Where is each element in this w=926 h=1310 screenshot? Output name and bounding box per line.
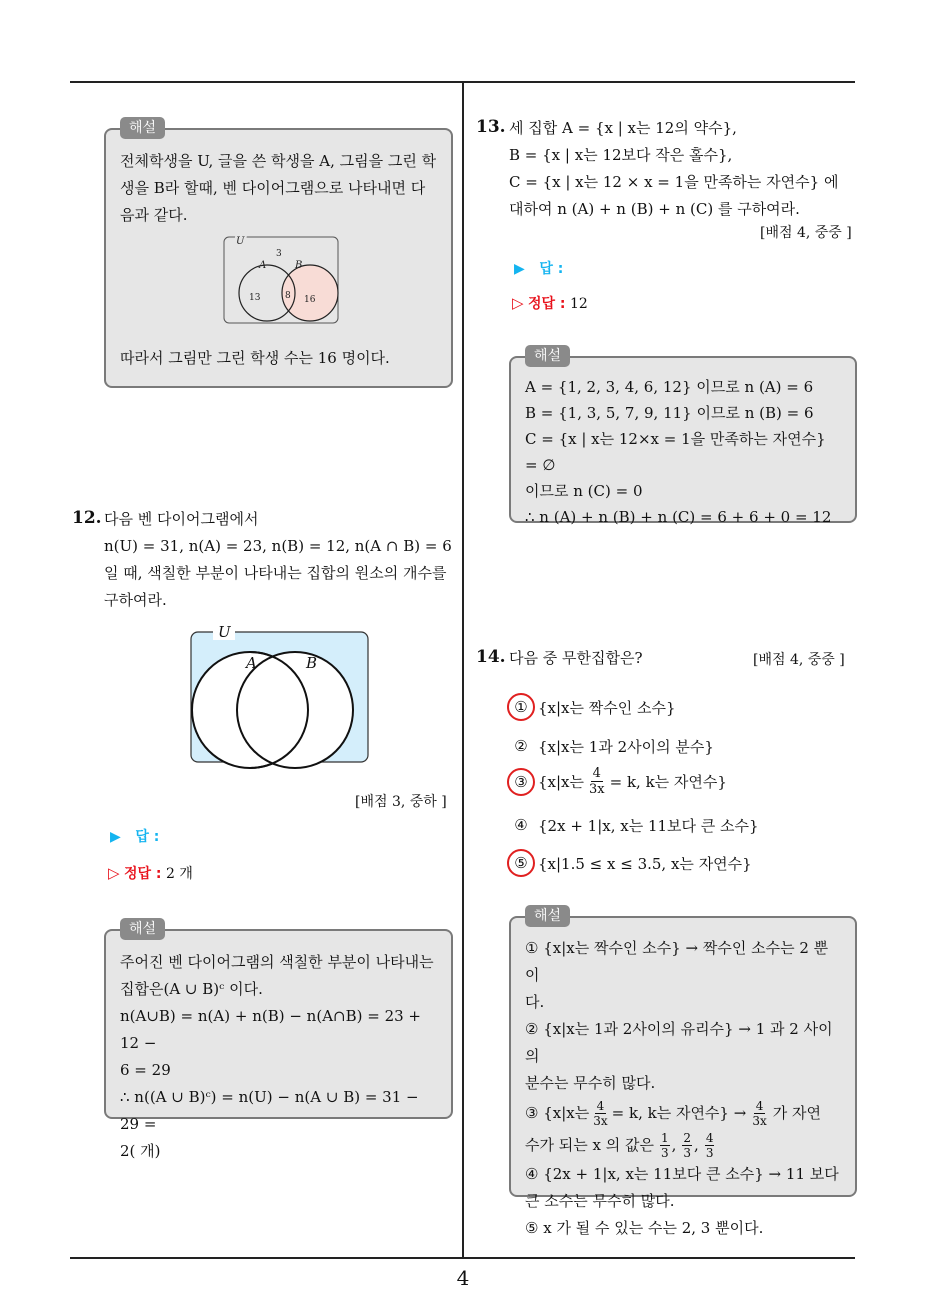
answer-label-text: 답 : [539, 261, 564, 277]
explanation-line: ② {x|x는 1과 2사이의 유리수} → 1 과 2 사이의 [525, 1020, 833, 1065]
q13-score: [배점 4, 중중 ] [760, 225, 852, 241]
choice-text-pre: {x|x는 [538, 773, 585, 791]
fraction-denominator: 3x [752, 1113, 767, 1128]
venn-label-b: B [306, 654, 318, 672]
fraction-numerator: 4 [705, 1130, 714, 1145]
venn-value-a-only: 13 [249, 293, 261, 303]
venn-label-a: A [246, 654, 257, 672]
explanation-line: 6 = 29 [120, 1061, 171, 1079]
fraction-numerator: 4 [592, 766, 601, 781]
choice-number: ③ [510, 771, 532, 793]
q11-explanation-box [104, 120, 453, 388]
explanation-line: n(A∪B) = n(A) + n(B) − n(A∩B) = 23 + 12 − [120, 1007, 422, 1052]
explanation-line: ④ {2x + 1|x, x는 11보다 큰 소수} → 11 보다 [525, 1165, 839, 1183]
explanation-line: 주어진 벤 다이어그램의 색칠한 부분이 나타내는 [120, 953, 434, 971]
correct-value: 2 개 [165, 866, 193, 882]
triangle-icon: ▷ [108, 864, 120, 882]
venn-label-a: A [259, 260, 267, 271]
explain-fraction [705, 1131, 715, 1160]
explanation-line: 분수는 무수히 많다. [525, 1074, 656, 1092]
venn-value-b-only: 16 [304, 295, 316, 305]
q12-text [104, 506, 456, 614]
choice-number: ② [514, 737, 528, 755]
question-line: C = {x | x는 12 × x = 1을 만족하는 자연수} 에 [509, 173, 839, 191]
q13-answer-label: ▶ 답 : [514, 261, 564, 277]
explain-fraction [682, 1131, 692, 1160]
choice-text: {2x + 1|x, x는 11보다 큰 소수} [538, 816, 759, 835]
q14-choice-4[interactable] [510, 814, 759, 836]
choice-number: ① [510, 696, 532, 718]
page-number: 4 [456, 1266, 470, 1290]
column-divider [462, 83, 464, 1258]
choice-text: {x|x는 짝수인 소수} [538, 698, 676, 717]
explanation-line: 2( 개) [120, 1142, 161, 1160]
q12-number: 12. [72, 508, 102, 528]
explain-fraction [660, 1131, 670, 1160]
explanation-line: 이므로 n (C) = 0 [525, 482, 643, 500]
q14-choice-1[interactable] [510, 696, 676, 718]
fraction-denominator: 3 [705, 1145, 714, 1160]
choice-text-post: = k, k는 자연수} [609, 773, 727, 791]
question-line: n(U) = 31, n(A) = 23, n(B) = 12, n(A ∩ B) = 6 [104, 537, 452, 555]
explanation-line: ⑤ x 가 될 수 있는 수는 2, 3 뿐이다. [525, 1219, 764, 1237]
triangle-icon: ▷ [512, 294, 524, 312]
explanation-conclusion: 따라서 그림만 그린 학생 수는 16 명이다. [120, 349, 390, 367]
q13-correct-answer [512, 293, 588, 313]
q13-number: 13. [476, 117, 506, 137]
q14-explanation-box [509, 908, 857, 1237]
explain-fraction [752, 1099, 766, 1128]
q12-score: [배점 3, 중하 ] [355, 794, 447, 810]
q12-explanation-box [104, 921, 453, 1160]
correct-label: 정답 : [124, 866, 162, 882]
venn-label-u: U [218, 623, 231, 641]
correct-label: 정답 : [528, 296, 566, 312]
q13-explanation-box [509, 348, 857, 526]
fraction-denominator: 3x [589, 782, 605, 797]
q12-correct-answer [108, 863, 193, 883]
explanation-line: ① {x|x는 짝수인 소수} → 짝수인 소수는 2 뿐이 [525, 939, 829, 984]
explanation-line: A = {1, 2, 3, 4, 6, 12} 이므로 n (A) = 6 [525, 378, 814, 396]
venn-label-u: U [236, 236, 245, 247]
fraction-denominator: 3 [683, 1145, 692, 1160]
choice-text: {x|x는 1과 2사이의 분수} [538, 737, 714, 756]
explanation-tag: 해설 [525, 905, 570, 927]
explanation-line: ∴ n((A ∪ B)ᶜ) = n(U) − n(A ∪ B) = 31 − 29 = [120, 1088, 419, 1133]
q13-text [509, 115, 855, 223]
explanation-line: 전체학생을 U, 글을 쓴 학생을 A, 그림을 그린 학 [120, 152, 437, 170]
explanation-line: 다. [525, 993, 545, 1011]
explanation-line: 생을 B라 할때, 벤 다이어그램으로 나타내면 다 [120, 179, 426, 197]
venn-value-both: 8 [285, 291, 291, 301]
venn-label-b: B [295, 260, 303, 271]
explain-fraction [593, 1099, 607, 1128]
explanation-line: B = {1, 3, 5, 7, 9, 11} 이므로 n (B) = 6 [525, 404, 814, 422]
fraction-numerator: 2 [683, 1130, 692, 1145]
q14-choice-5[interactable] [510, 852, 752, 874]
answer-label-text: 답 : [135, 829, 160, 845]
q12-answer-label: ▶ 답 : [110, 829, 160, 845]
bottom-rule [70, 1257, 855, 1259]
q14-choice-3[interactable] [510, 766, 727, 797]
q14-score: [배점 4, 중중 ] [753, 652, 845, 668]
q12-venn-diagram [190, 623, 370, 764]
explanation-tag: 해설 [525, 345, 570, 367]
venn-value-outside: 3 [276, 249, 282, 259]
choice-number: ⑤ [510, 852, 532, 874]
question-line: B = {x | x는 12보다 작은 홀수}, [509, 146, 733, 164]
correct-value: 12 [569, 296, 588, 312]
question-line: 일 때, 색칠한 부분이 나타내는 집합의 원소의 개수를 [104, 564, 447, 582]
q14-question: 다음 중 무한집합은? [509, 649, 643, 667]
question-line: 다음 벤 다이어그램에서 [104, 510, 259, 528]
explanation-line: 수가 되는 x 의 값은 $\frac{1}{3}$ , $\frac{2}{3}$ , $\frac{4}{3}$ [525, 1130, 714, 1160]
explanation-line: 음과 같다. [120, 206, 188, 224]
explanation-tag: 해설 [120, 117, 165, 139]
fraction-numerator: 4 [596, 1098, 605, 1113]
explanation-line: ∴ n (A) + n (B) + n (C) = 6 + 6 + 0 = 12 [525, 508, 832, 526]
choice-number: ④ [514, 816, 528, 834]
explain-text: = k, k는 자연수} → [611, 1103, 747, 1122]
fraction-denominator: 3 [660, 1145, 669, 1160]
explanation-line: 큰 소수는 무수히 많다. [525, 1192, 675, 1210]
question-line: 대하여 n (A) + n (B) + n (C) 를 구하여라. [509, 200, 800, 218]
q14-number: 14. [476, 647, 506, 667]
explain-text: 수가 되는 x 의 값은 [525, 1135, 654, 1154]
fraction-numerator: 4 [755, 1098, 764, 1113]
q14-choice-2[interactable] [510, 735, 714, 757]
explanation-line: C = {x | x는 12×x = 1을 만족하는 자연수} = ∅ [525, 430, 826, 474]
q11-venn-diagram [222, 235, 342, 327]
choice-text: {x|1.5 ≤ x ≤ 3.5, x는 자연수} [538, 854, 752, 873]
fraction-numerator: 1 [660, 1130, 669, 1145]
explanation-line [525, 1097, 841, 1129]
choice-fraction [589, 766, 605, 797]
explain-text: 가 자연 [772, 1103, 821, 1122]
fraction-denominator: 3x [593, 1113, 608, 1128]
explanation-tag: 해설 [120, 918, 165, 940]
question-line: 구하여라. [104, 591, 167, 609]
question-line: 세 집합 A = {x | x는 12의 약수}, [509, 119, 737, 137]
explanation-line: 집합은(A ∪ B)ᶜ 이다. [120, 980, 263, 998]
explain-text: ③ {x|x는 [525, 1103, 590, 1122]
